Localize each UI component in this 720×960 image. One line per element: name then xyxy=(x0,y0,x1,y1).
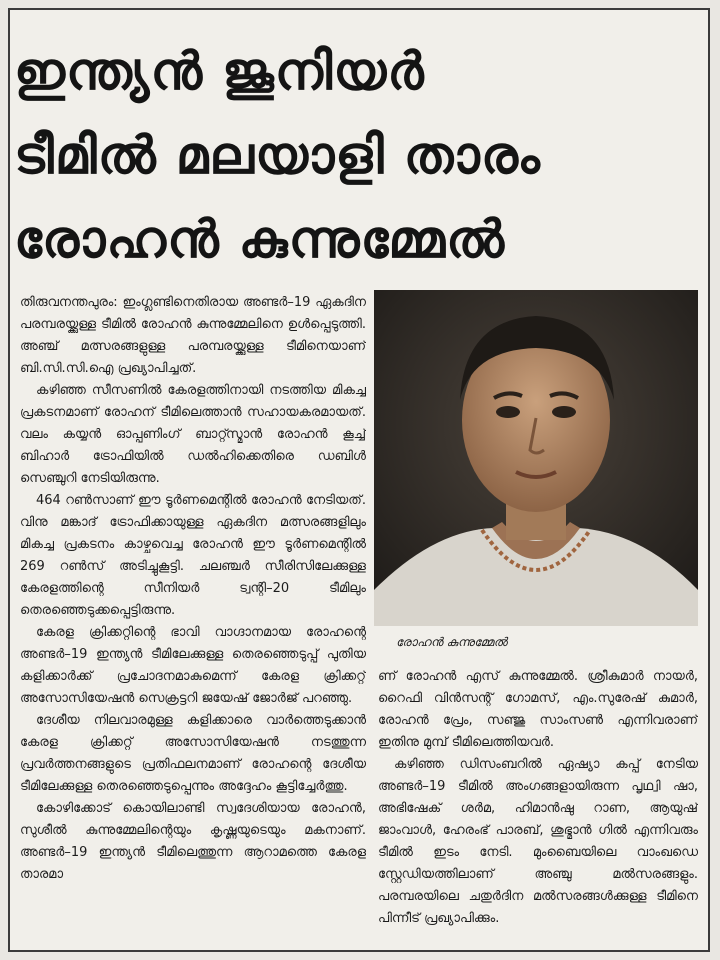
article-column-left xyxy=(20,292,366,944)
article-paragraph: കോഴിക്കോട് കൊയിലാണ്ടി സ്വദേശിയായ രോഹൻ, സുശീൽ കുന്നുമ്മേലിന്റെയും കൃഷ്ണയുടെയും മകനാണ്. അണ്ടർ–19 ഇന്ത്യൻ ടീമിലെത്തുന്ന ആറാമത്തെ കേരള താരമാ xyxy=(20,801,366,882)
article-column-right xyxy=(378,666,698,946)
player-portrait-image xyxy=(374,290,698,626)
article-paragraph: ണ് രോഹൻ എസ് കുന്നുമ്മേൽ. ശ്രീകുമാർ നായർ, റൈഫി വിൻസന്റ് ഗോമസ്, എം.സുരേഷ് കുമാർ, രോഹൻ പ്രേം, സഞ്ജു സാംസൺ എന്നിവരാണ് ഇതിനു മുമ്പ് ടീമിലെത്തിയവർ. xyxy=(378,669,698,750)
article-paragraph: കേരള ക്രിക്കറ്റിന്റെ ഭാവി വാഗ്ദാനമായ രോഹന്റെ അണ്ടർ–19 ഇന്ത്യൻ ടീമിലേക്കുള്ള തെരഞ്ഞെടുപ്പ് പുതിയ കളിക്കാർക്ക് പ്രചോദനമാകുമെന്ന് കേരള ക്രിക്കറ്റ് അസോസിയേഷൻ സെക്രട്ടറി ജയേഷ് ജോർജ് പറഞ്ഞു. xyxy=(20,625,366,706)
headline xyxy=(14,30,694,282)
player-photo xyxy=(374,290,698,626)
article-paragraph: കഴിഞ്ഞ ഡിസംബറിൽ ഏഷ്യാ കപ്പ് നേടിയ അണ്ടർ–19 ടീമിൽ അംഗങ്ങളായിരുന്ന പൃഥ്വി ഷാ, അഭിഷേക് ശർമ, ഹിമാൻഷു റാണ, ആയുഷ് ജാംവാൾ, ഹേരംഭ് പാരബ്, ശുഭ്മാൻ ഗിൽ എന്നിവരും ടീമിൽ ഇടം നേടി. മുംബൈയിലെ വാംഖഡെ സ്റ്റേഡിയത്തിലാണ് അഞ്ചു മൽസരങ്ങളും. പരമ്പരയിലെ ചതുർദിന മൽസരങ്ങൾക്കുള്ള ടീമിനെ പിന്നീട് പ്രഖ്യാപിക്കും. xyxy=(378,757,698,926)
photo-caption: രോഹൻ കുന്നുമ്മേൽ xyxy=(396,635,508,649)
article-paragraph: 464 റൺസാണ് ഈ ടൂർണമെന്റിൽ രോഹൻ നേടിയത്. വിനു മങ്കാദ് ട്രോഫിക്കായുള്ള ഏകദിന മത്സരങ്ങളിലും മികച്ച പ്രകടനം കാഴ്ചവെച്ച രോഹൻ ഈ ടൂർണമെന്റിൽ 269 റൺസ് അടിച്ചുകൂട്ടി. ചലഞ്ചർ സീരിസിലേക്കുള്ള കേരളത്തിന്റെ സീനിയർ ട്വന്റി–20 ടീമിലും തെരഞ്ഞെടുക്കപ്പെട്ടിരുന്നു. xyxy=(20,493,366,618)
article-paragraph: കഴിഞ്ഞ സീസണിൽ കേരളത്തിനായി നടത്തിയ മികച്ച പ്രകടനമാണ് രോഹന് ടീമിലെത്താൻ സഹായകരമായത്. വലം കയ്യൻ ഓപ്പണിംഗ് ബാറ്റ്സ്മാൻ രോഹൻ കൂച്ച് ബിഹാർ ട്രോഫിയിൽ ഡൽഹിക്കെതിരെ ഡബിൾ സെഞ്ചുറി നേടിയിരുന്നു. xyxy=(20,383,366,486)
article-paragraph: തിരുവനന്തപുരം: ഇംഗ്ലണ്ടിനെതിരായ അണ്ടർ–19 ഏകദിന പരമ്പരയ്ക്കുള്ള ടീമിൽ രോഹൻ കുന്നുമ്മേലിനെ ഉൾപ്പെടുത്തി. അഞ്ച് മത്സരങ്ങളുള്ള പരമ്പരയ്ക്കുള്ള ടീമിനെയാണ് ബി.സി.സി.ഐ പ്രഖ്യാപിച്ചത്. xyxy=(20,295,366,376)
headline-line-1: ഇന്ത്യൻ ജൂനിയർ xyxy=(14,42,425,102)
headline-line-2: ടീമിൽ മലയാളി താരം xyxy=(14,126,541,186)
headline-line-3: രോഹൻ കുന്നുമ്മേൽ xyxy=(14,210,506,270)
article-paragraph: ദേശീയ നിലവാരമുള്ള കളിക്കാരെ വാർത്തെടുക്കാൻ കേരള ക്രിക്കറ്റ് അസോസിയേഷൻ നടത്തുന്ന പ്രവർത്തനങ്ങളുടെ പ്രതിഫലനമാണ് രോഹന്റെ ദേശീയ ടീമിലേക്കുള്ള തെരഞ്ഞെടുപ്പെന്നും അദ്ദേഹം കൂട്ടിച്ചേർത്തു. xyxy=(20,713,366,794)
